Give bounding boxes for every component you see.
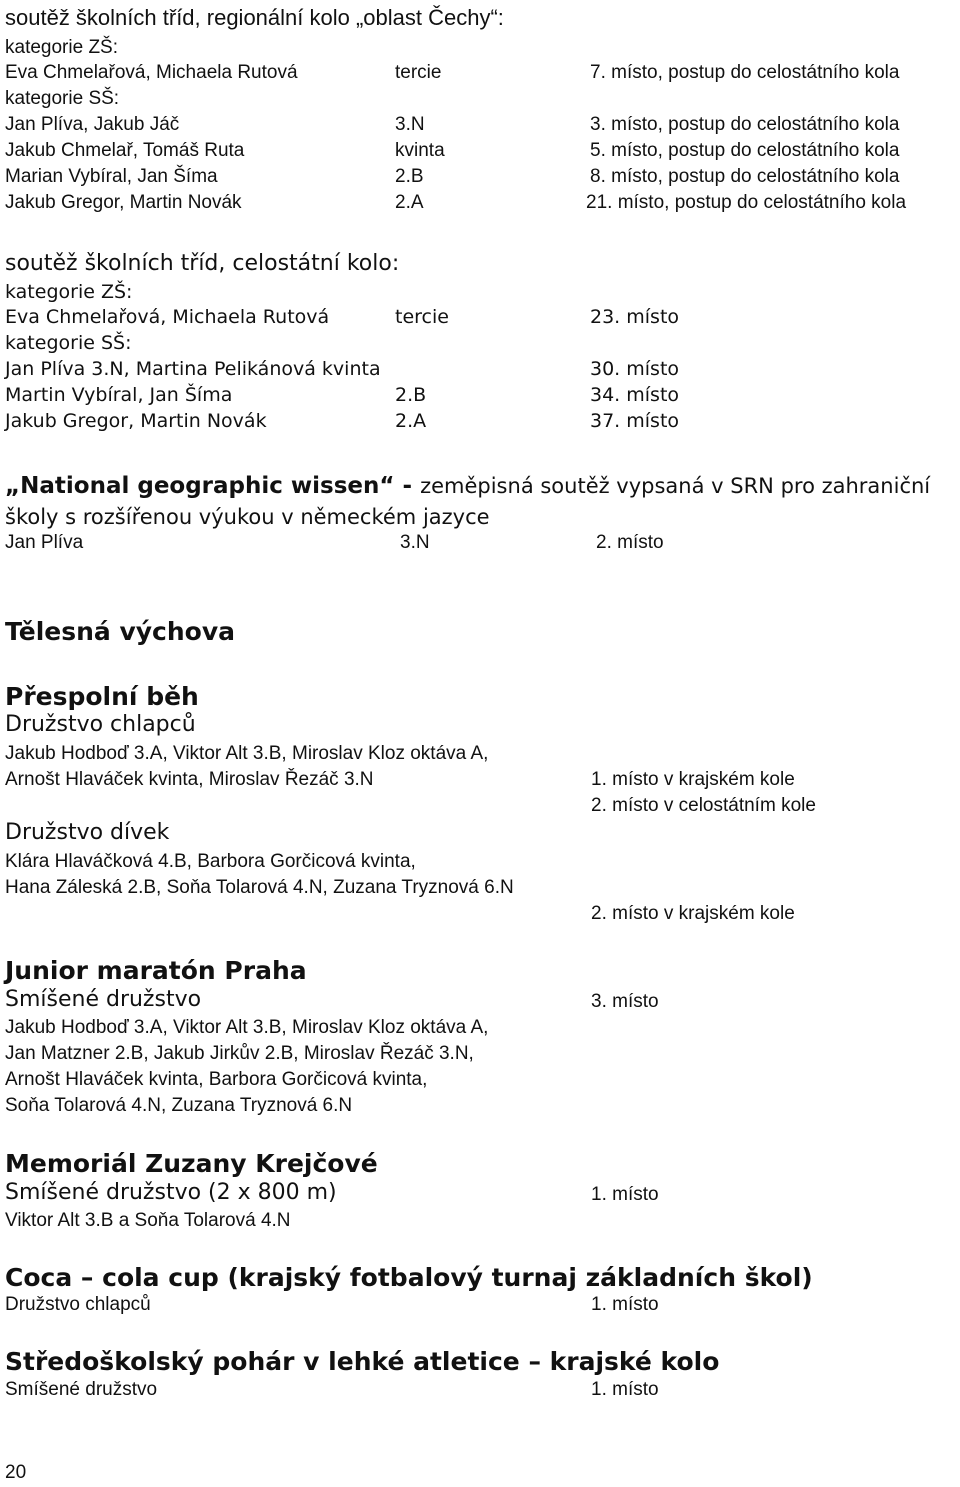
row-class: 2.A <box>395 410 427 432</box>
team-members: Arnošt Hlaváček kvinta, Barbora Gorčicová kvinta, <box>5 1069 428 1090</box>
row-names: Marian Vybíral, Jan Šíma <box>5 166 218 187</box>
team-label: Smíšené družstvo <box>5 987 202 1012</box>
team-result: 1. místo <box>591 1294 659 1315</box>
page-number: 20 <box>5 1462 27 1483</box>
row-result: 2. místo <box>596 532 664 553</box>
team-result: 1. místo <box>591 1379 659 1400</box>
section-title-geographic <box>5 472 930 500</box>
row-class: 2.B <box>395 384 427 406</box>
team-members: Jakub Hodboď 3.A, Viktor Alt 3.B, Miroslav Kloz oktáva A, <box>5 1017 489 1038</box>
team-label: Družstvo dívek <box>5 820 170 845</box>
row-result: 37. místo <box>590 410 680 432</box>
category-label: kategorie ZŠ: <box>5 281 133 303</box>
team-result: 1. místo <box>591 1184 659 1205</box>
team-result: 1. místo v krajském kole <box>591 769 795 790</box>
title-bold: „National geographic wissen“ - <box>5 473 421 499</box>
row-result: 8. místo, postup do celostátního kola <box>590 166 900 187</box>
team-members: Hana Záleská 2.B, Soňa Tolarová 4.N, Zuzana Tryznová 6.N <box>5 877 514 898</box>
row-result: 7. místo, postup do celostátního kola <box>590 62 900 83</box>
row-result: 23. místo <box>590 306 680 328</box>
row-names: Eva Chmelařová, Michaela Rutová <box>5 62 298 83</box>
team-label: Družstvo chlapců <box>5 1294 151 1315</box>
row-class: tercie <box>395 62 442 83</box>
team-label: Družstvo chlapců <box>5 712 196 737</box>
row-class: tercie <box>395 306 449 328</box>
team-members: Klára Hlaváčková 4.B, Barbora Gorčicová kvinta, <box>5 851 416 872</box>
row-class: 3.N <box>395 114 425 135</box>
row-names: Jakub Gregor, Martin Novák <box>5 192 242 213</box>
event-title: Coca – cola cup (krajský fotbalový turnaj základních škol) <box>5 1263 813 1292</box>
category-label: kategorie ZŠ: <box>5 37 118 58</box>
row-result: 5. místo, postup do celostátního kola <box>590 140 900 161</box>
event-title: Přespolní běh <box>5 682 199 711</box>
row-names: Martin Vybíral, Jan Šíma <box>5 384 233 406</box>
team-label: Smíšené družstvo (2 x 800 m) <box>5 1180 337 1205</box>
title-line2: školy s rozšířenou výukou v německém jazyce <box>5 505 490 529</box>
event-title: Středoškolský pohár v lehké atletice – krajské kolo <box>5 1347 720 1376</box>
row-names: Eva Chmelařová, Michaela Rutová <box>5 306 330 328</box>
row-result: 3. místo, postup do celostátního kola <box>590 114 900 135</box>
row-names: Jakub Gregor, Martin Novák <box>5 410 267 432</box>
row-class: 2.A <box>395 192 424 213</box>
section-title-national: soutěž školních tříd, celostátní kolo: <box>5 251 400 276</box>
row-names: Jan Plíva <box>5 532 84 553</box>
sport-heading: Tělesná výchova <box>5 617 236 646</box>
team-result: 3. místo <box>591 991 659 1012</box>
team-members: Viktor Alt 3.B a Soňa Tolarová 4.N <box>5 1210 291 1231</box>
row-result: 21. místo, postup do celostátního kola <box>586 192 907 213</box>
row-names: Jakub Chmelař, Tomáš Ruta <box>5 140 245 161</box>
title-rest: zeměpisná soutěž vypsaná v SRN pro zahraniční <box>420 474 931 498</box>
row-result: 30. místo <box>590 358 680 380</box>
members-text: Arnošt Hlaváček kvinta, Miroslav Řezáč 3.N <box>5 769 374 790</box>
team-label: Smíšené družstvo <box>5 1379 158 1400</box>
event-title: Memoriál Zuzany Krejčové <box>5 1149 378 1178</box>
team-members: Soňa Tolarová 4.N, Zuzana Tryznová 6.N <box>5 1095 353 1116</box>
event-title: Junior maratón Praha <box>5 956 307 985</box>
row-names: Jan Plíva, Jakub Jáč <box>5 114 180 135</box>
team-result: 2. místo v celostátním kole <box>591 795 816 816</box>
section-title-regional: soutěž školních tříd, regionální kolo „oblast Čechy“: <box>5 5 504 30</box>
team-members: Jakub Hodboď 3.A, Viktor Alt 3.B, Miroslav Kloz oktáva A, <box>5 743 489 764</box>
row-class: 2.B <box>395 166 424 187</box>
row-class: kvinta <box>395 140 445 161</box>
row-class: 3.N <box>400 532 430 553</box>
row-names: Jan Plíva 3.N, Martina Pelikánová kvinta <box>5 358 381 380</box>
category-label: kategorie SŠ: <box>5 332 132 354</box>
team-members: Jan Matzner 2.B, Jakub Jirkův 2.B, Miroslav Řezáč 3.N, <box>5 1043 474 1064</box>
team-result: 2. místo v krajském kole <box>591 903 795 924</box>
category-label: kategorie SŠ: <box>5 88 120 109</box>
row-result: 34. místo <box>590 384 680 406</box>
